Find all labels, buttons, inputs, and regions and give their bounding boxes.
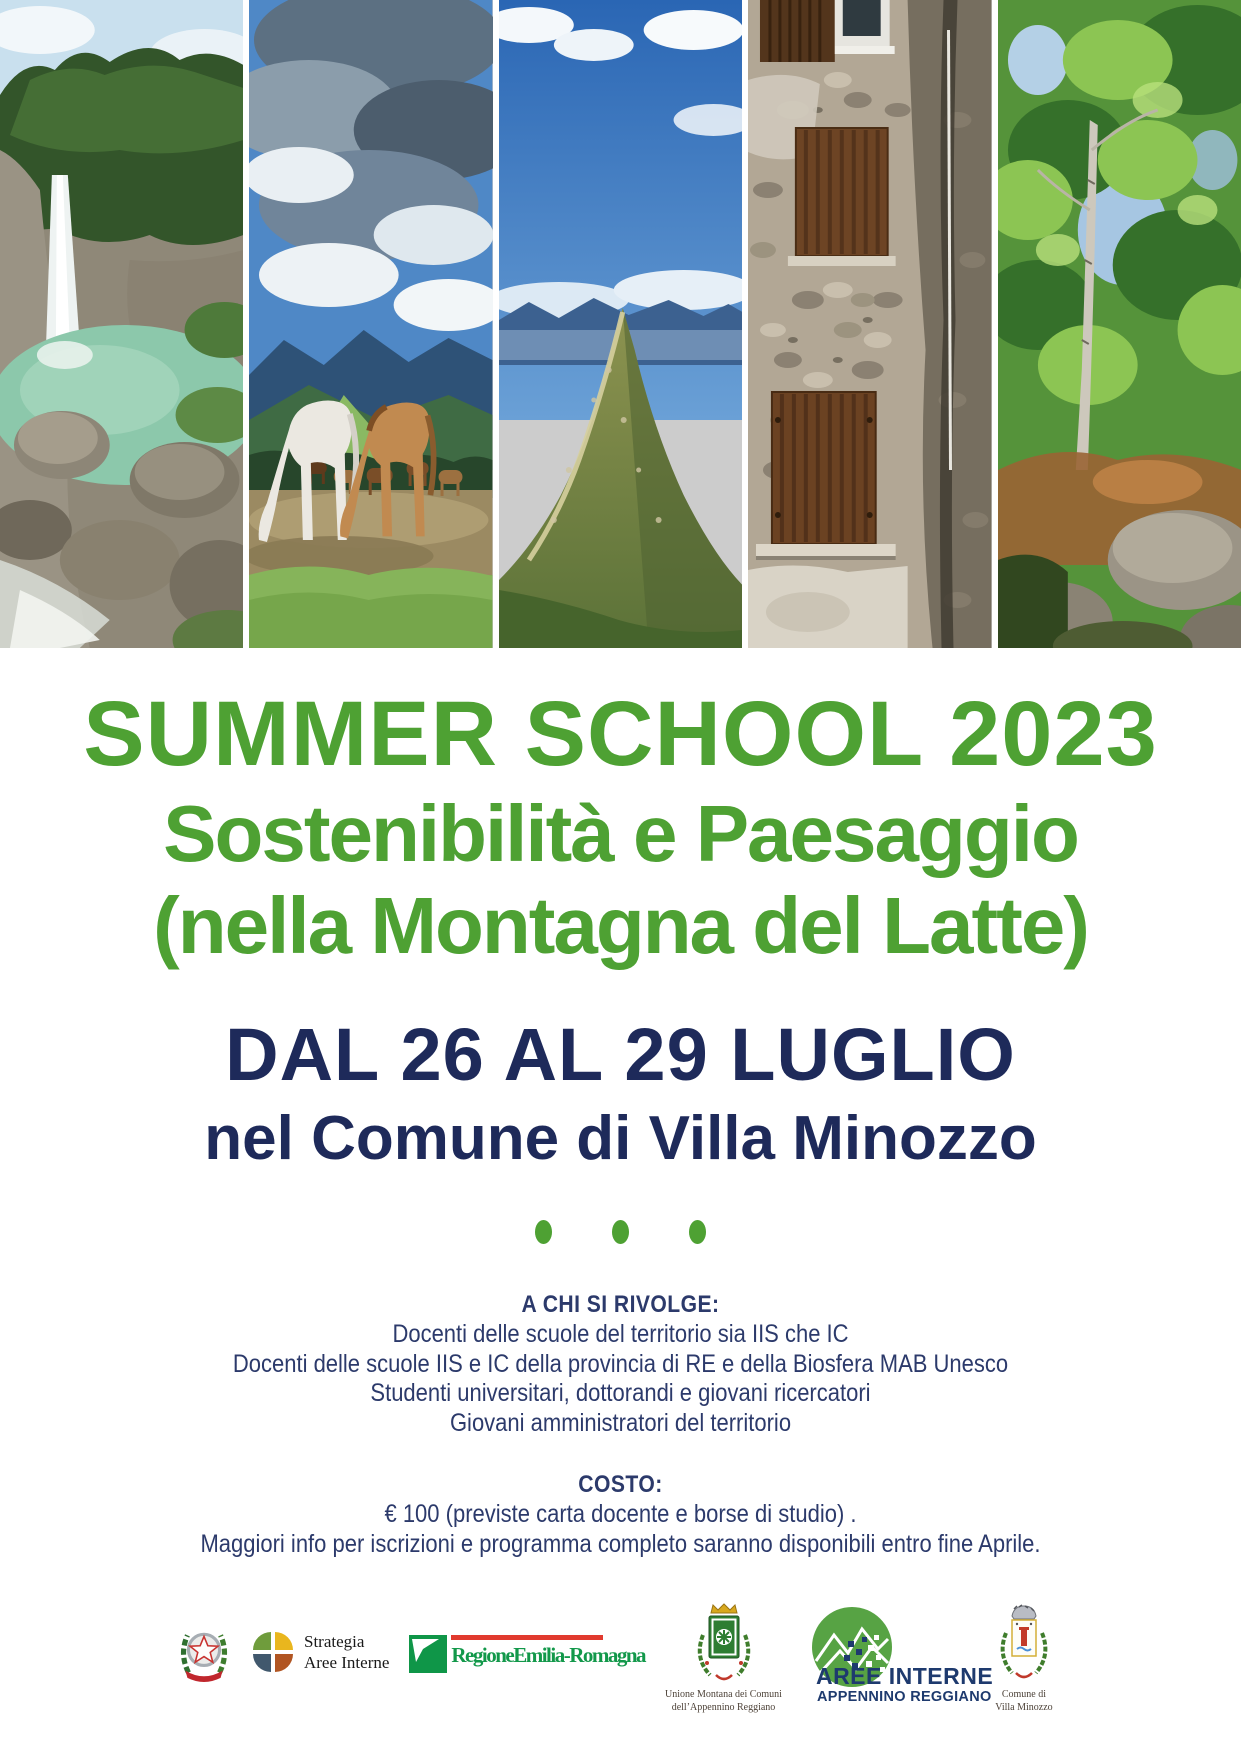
event-dates: DAL 26 AL 29 LUGLIO xyxy=(225,1013,1016,1096)
red-bar xyxy=(451,1635,603,1640)
appennino-reggiano-label: APPENNINO REGGIANO xyxy=(816,1689,992,1705)
regione-emilia-romagna-logo xyxy=(409,1635,645,1673)
separator-dot xyxy=(689,1220,706,1244)
strategia-line-1: Strategia xyxy=(303,1632,365,1651)
strategia-label xyxy=(304,1631,389,1673)
photo-mountain-ridge xyxy=(499,0,742,648)
cost-heading: COSTO: xyxy=(578,1471,663,1498)
poster-subtitle xyxy=(0,788,1241,972)
audience-line-3: Studenti universitari, dottorandi e giovani ricercatori xyxy=(370,1379,871,1407)
regione-label: RegioneEmilia-Romagna xyxy=(451,1643,646,1667)
pinwheel-icon xyxy=(250,1629,296,1675)
audience-line-4: Giovani amministratori del territorio xyxy=(449,1408,792,1437)
photo-forest xyxy=(998,0,1241,648)
italian-republic-emblem-logo xyxy=(178,1625,230,1683)
villa-minozzo-crest-icon xyxy=(992,1603,1056,1685)
cost-line-1: € 100 (previste carta docente e borse di studio) . xyxy=(384,1500,857,1528)
photo-horses xyxy=(249,0,492,648)
villa-minozzo-caption: Comune di Villa Minozzo xyxy=(995,1689,1053,1713)
audience-line-1: Docenti delle scuole del territorio sia IIS che IC xyxy=(392,1320,849,1348)
emilia-romagna-mark-icon xyxy=(409,1635,447,1673)
separator-dots xyxy=(0,1220,1241,1244)
photo-waterfall xyxy=(0,0,243,648)
photo-stone-house xyxy=(748,0,991,648)
unione-montana-caption: Unione Montana dei Comuni dell’Appennino Reggiano xyxy=(665,1689,782,1713)
strategia-aree-interne-logo xyxy=(250,1629,389,1675)
audience-heading: A CHI SI RIVOLGE: xyxy=(521,1291,720,1318)
cost-line-2: Maggiori info per iscrizioni e programma completo saranno disponibili entro fine Aprile. xyxy=(200,1529,1041,1558)
audience-line-2: Docenti delle scuole IIS e IC della provincia di RE e della Biosfera MAB Unesco xyxy=(232,1349,1009,1378)
aree-interne-label: AREE INTERNE xyxy=(815,1663,994,1689)
separator-dot xyxy=(535,1220,552,1244)
partner-logos xyxy=(0,1603,1241,1721)
info-section xyxy=(0,1290,1241,1559)
aree-interne-appennino-logo xyxy=(802,1605,994,1713)
strategia-line-2: Aree Interne xyxy=(303,1653,390,1672)
italy-emblem-icon xyxy=(178,1625,230,1683)
separator-dot xyxy=(612,1220,629,1244)
poster-title: SUMMER SCHOOL 2023 xyxy=(83,683,1158,785)
subtitle-line-2: (nella Montagna del Latte) xyxy=(153,881,1088,970)
event-location: nel Comune di Villa Minozzo xyxy=(204,1104,1037,1173)
unione-montana-crest-icon xyxy=(689,1603,759,1685)
subtitle-line-1: Sostenibilità e Paesaggio xyxy=(163,789,1078,878)
comune-villa-minozzo-logo xyxy=(992,1603,1056,1714)
photo-collage xyxy=(0,0,1241,648)
unione-montana-logo xyxy=(665,1603,782,1714)
